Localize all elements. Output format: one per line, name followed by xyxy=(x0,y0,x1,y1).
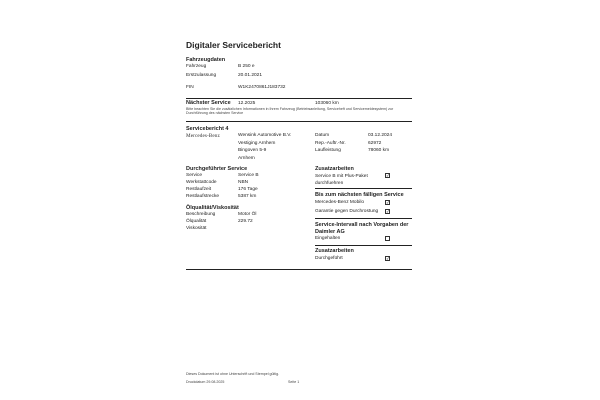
first-registration-label: Erstzulassung xyxy=(186,73,217,78)
report-title: Digitaler Servicebericht xyxy=(186,40,281,50)
mileage-value: 78060 km xyxy=(368,148,390,153)
viscosity-label: Viskosität xyxy=(186,226,207,231)
vehicle-value: B 250 e xyxy=(238,64,255,69)
dealer-line: Vestiging Arnhem xyxy=(238,140,276,146)
dealer-line: Arnhem xyxy=(238,155,255,161)
dealer-line: Bingoven 5-9 xyxy=(238,148,267,153)
service-label: Service xyxy=(186,173,202,178)
footer-print-date: Druckdatum 29.08.2025 xyxy=(186,380,225,384)
divider xyxy=(315,188,412,189)
date-label: Datum xyxy=(315,133,330,138)
mileage-label: Laufleistung xyxy=(315,148,341,153)
rust-warranty-label: Garantie gegen Durchrostung xyxy=(315,209,379,214)
next-service-km: 103060 km xyxy=(315,100,339,106)
extra-work-item: Service B mit Plus-Paket durchfuehren xyxy=(315,174,368,186)
vin-label: FIN xyxy=(186,85,194,90)
repair-order-label: Rep.-Auftr.-Nr. xyxy=(315,140,346,146)
oil-heading: Ölqualität/Viskosität xyxy=(186,205,239,211)
extra-work-2-heading: Zusatzarbeiten xyxy=(315,248,354,254)
interval-kept-label: Eingehalten xyxy=(315,236,341,241)
next-service-label: Nächster Service xyxy=(186,100,231,106)
oil-quality-label: Ölqualität xyxy=(186,219,207,224)
performed-service-heading: Durchgeführter Service xyxy=(186,166,248,172)
workshop-code-value: NBN xyxy=(238,180,249,185)
oil-description-value: Motor Öl xyxy=(238,212,257,217)
service-interval-heading: Service-Intervall nach Vorgaben der Daimler AG xyxy=(315,222,409,235)
service-report-heading: Servicebericht 4 xyxy=(186,126,229,132)
oil-quality-value: 229.72 xyxy=(238,219,253,224)
divider xyxy=(315,245,412,246)
mobilo-label: Mercedes-Benz Mobilo xyxy=(315,200,365,205)
vehicle-data-heading: Fahrzeugdaten xyxy=(186,57,226,63)
footer-page-number: Seite 1 xyxy=(288,380,300,384)
next-service-note: Bitte beachten Sie die zusätzlichen Informationen in Ihrem Fahrzeug (Betriebsanleitung, Serviceheft und Servicemeldesystem) zur Durchführung des nächsten Service xyxy=(186,107,394,115)
until-next-service-heading: Bis zum nächsten fälligen Service xyxy=(315,192,404,198)
divider xyxy=(186,269,412,270)
first-registration-value: 20.01.2021 xyxy=(238,73,263,78)
performed-label: Durchgeführt xyxy=(315,256,343,261)
next-service-date: 12.2025 xyxy=(238,100,256,106)
oil-description-label: Beschreibung xyxy=(186,212,216,217)
divider xyxy=(186,98,412,99)
repair-order-value: 62972 xyxy=(368,140,382,146)
extra-work-checkbox[interactable]: ✓ xyxy=(386,173,390,178)
divider xyxy=(315,218,412,219)
remaining-time-value: 176 Tage xyxy=(238,187,258,192)
date-value: 03.12.2024 xyxy=(368,133,393,138)
footer-validity-note: Dieses Dokument ist ohne Unterschrift und Stempel gültig. xyxy=(186,372,280,376)
service-report-page xyxy=(170,0,428,400)
remaining-distance-value: 5387 km xyxy=(238,194,257,199)
remaining-time-label: Restlaufzeit xyxy=(186,187,212,192)
vin-value: W1K2470861J183732 xyxy=(238,85,286,90)
mobilo-checkbox[interactable]: ✓ xyxy=(386,199,390,205)
remaining-distance-label: Restlaufstrecke xyxy=(186,194,220,199)
interval-kept-checkbox[interactable] xyxy=(385,236,390,241)
divider xyxy=(186,121,412,122)
service-value: Service B xyxy=(238,173,259,178)
vehicle-label: Fahrzeug xyxy=(186,64,207,69)
rust-warranty-checkbox[interactable]: ✓ xyxy=(386,208,390,214)
performed-checkbox[interactable]: ✓ xyxy=(386,255,390,261)
dealer-line: Wensink Automotive B.V. xyxy=(238,133,292,138)
workshop-code-label: Werkstattcode xyxy=(186,180,217,185)
mercedes-benz-logo: Mercedes-Benz xyxy=(186,133,220,139)
extra-work-heading: Zusatzarbeiten xyxy=(315,166,354,172)
